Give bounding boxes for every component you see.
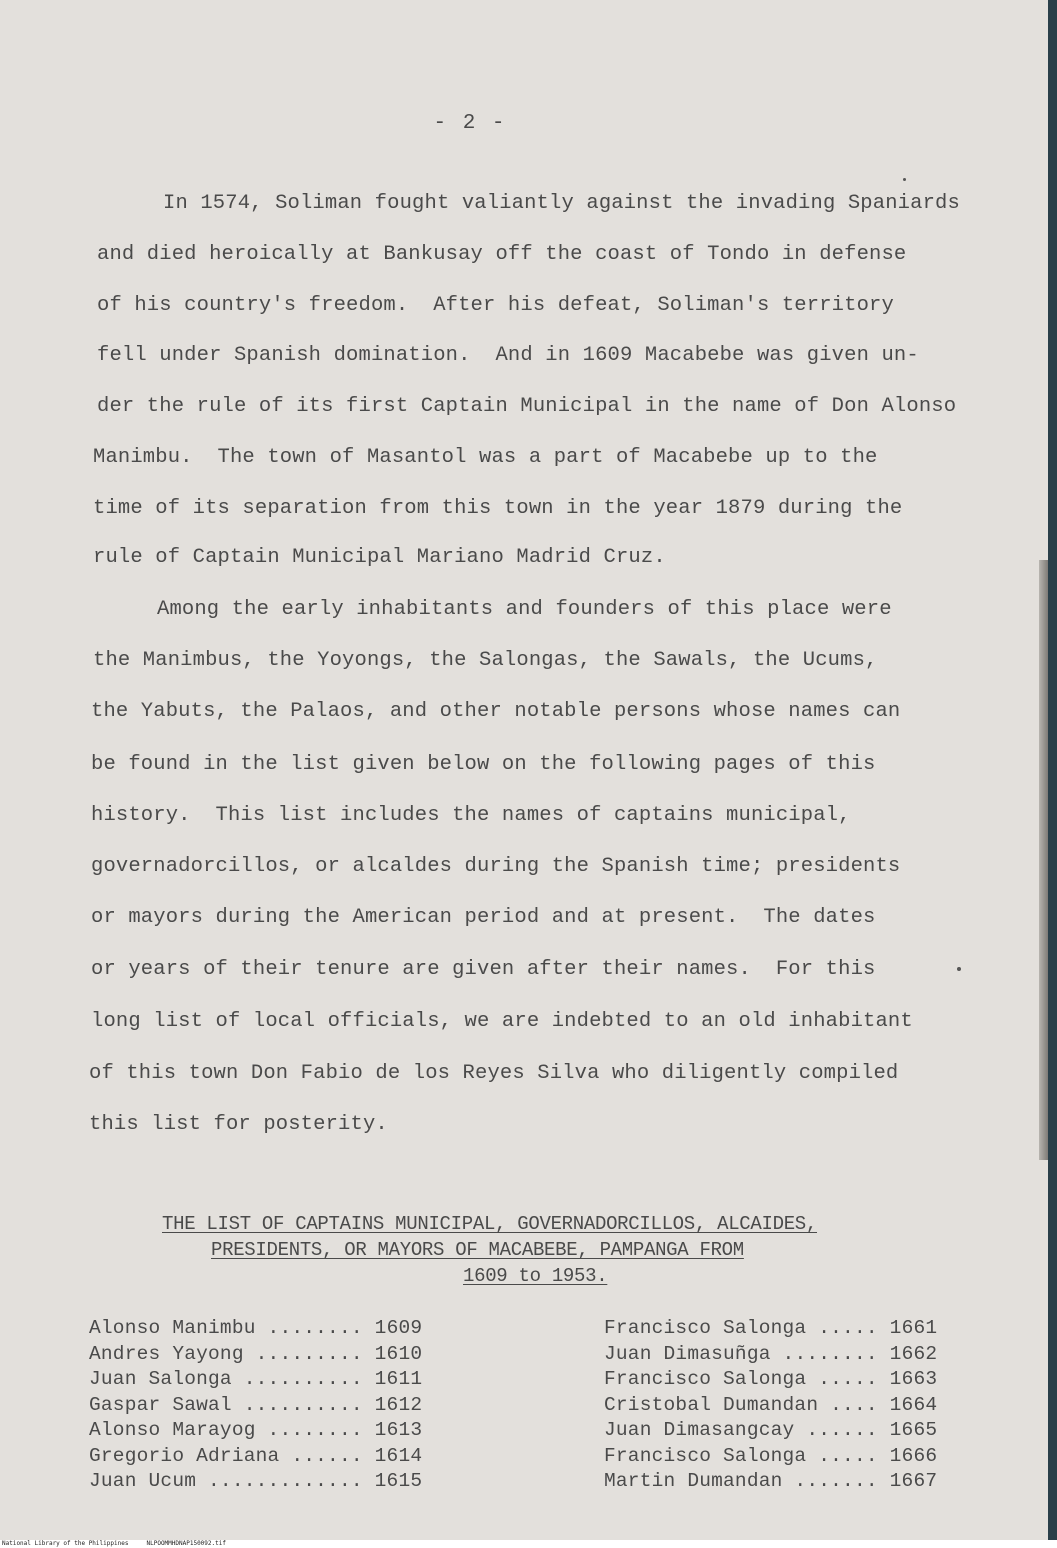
dot-leader: .....	[806, 1368, 890, 1390]
scan-caption: National Library of the Philippines NLPOOMMHDNAP150092.tif	[2, 1540, 226, 1547]
paragraph-line: of his country's freedom. After his defeat, Soliman's territory	[97, 294, 894, 317]
paragraph-line: this list for posterity.	[89, 1113, 388, 1136]
dot-leader: ....	[818, 1393, 890, 1416]
official-name: Francisco Salonga	[604, 1317, 807, 1339]
dot-leader: .........	[243, 1342, 375, 1365]
official-name: Andres Yayong	[89, 1342, 244, 1365]
paragraph-line: of this town Don Fabio de los Reyes Silva who diligently compiled	[89, 1062, 899, 1085]
official-name: Francisco Salonga	[604, 1444, 807, 1467]
tenure-year: 1609	[374, 1317, 423, 1339]
paper-speck	[903, 178, 906, 181]
dot-leader: .......	[782, 1470, 890, 1492]
list-title-line: PRESIDENTS, OR MAYORS OF MACABEBE, PAMPANGA FROM	[211, 1239, 744, 1261]
paragraph-line: governadorcillos, or alcaldes during the Spanish time; presidents	[91, 855, 901, 878]
dot-leader: ........	[255, 1317, 375, 1339]
tenure-year: 1614	[374, 1444, 423, 1467]
official-entry	[604, 1393, 937, 1419]
tenure-year: 1661	[889, 1317, 938, 1339]
list-title-line: THE LIST OF CAPTAINS MUNICIPAL, GOVERNADORCILLOS, ALCAIDES,	[162, 1213, 818, 1235]
tenure-year: 1667	[889, 1470, 938, 1492]
paragraph-line: be found in the list given below on the following pages of this	[91, 753, 876, 776]
paragraph-line: rule of Captain Municipal Mariano Madrid Cruz.	[93, 546, 666, 569]
dot-leader: ......	[794, 1419, 890, 1441]
dot-leader: ......	[279, 1444, 375, 1467]
official-name: Gregorio Adriana	[89, 1444, 280, 1467]
page-number: - 2 -	[433, 112, 507, 135]
official-name: Juan Dimasuñga	[604, 1342, 771, 1365]
paragraph-line: the Manimbus, the Yoyongs, the Salongas, the Sawals, the Ucums,	[93, 649, 878, 672]
official-entry	[604, 1367, 937, 1393]
official-name: Juan Dimasangcay	[604, 1419, 795, 1441]
paragraph-line: Manimbu. The town of Masantol was a part of Macabebe up to the	[93, 446, 878, 469]
tenure-year: 1615	[374, 1470, 423, 1492]
dot-leader: .............	[196, 1470, 375, 1492]
paragraph-line: or mayors during the American period and at present. The dates	[91, 906, 876, 929]
tenure-year: 1613	[374, 1419, 423, 1441]
official-entry	[89, 1418, 422, 1444]
official-entry	[89, 1342, 422, 1368]
tenure-year: 1664	[889, 1393, 938, 1416]
dot-leader: ..........	[231, 1368, 375, 1390]
tenure-year: 1663	[889, 1368, 938, 1390]
dot-leader: .....	[806, 1317, 890, 1339]
tenure-year: 1610	[374, 1342, 423, 1365]
official-entry	[89, 1367, 422, 1393]
tenure-year: 1665	[889, 1419, 938, 1441]
dot-leader: ..........	[231, 1393, 375, 1416]
list-title-line: 1609 to 1953.	[463, 1265, 608, 1287]
official-name: Cristobal Dumandan	[604, 1393, 819, 1416]
paragraph-line: der the rule of its first Captain Municipal in the name of Don Alonso	[97, 395, 957, 418]
dot-leader: ........	[255, 1419, 375, 1441]
official-name: Gaspar Sawal	[89, 1393, 232, 1416]
paragraph-line: In 1574, Soliman fought valiantly against the invading Spaniards	[163, 192, 960, 215]
paragraph-line: history. This list includes the names of captains municipal,	[91, 804, 851, 827]
dot-leader: ........	[770, 1342, 890, 1365]
official-name: Francisco Salonga	[604, 1368, 807, 1390]
official-entry	[604, 1444, 937, 1470]
official-entry	[604, 1469, 937, 1495]
official-entry	[604, 1316, 937, 1342]
paragraph-line: and died heroically at Bankusay off the coast of Tondo in defense	[97, 243, 907, 266]
official-name: Alonso Marayog	[89, 1419, 256, 1441]
paper-speck	[957, 967, 961, 971]
paragraph-line: the Yabuts, the Palaos, and other notable persons whose names can	[91, 700, 901, 723]
official-name: Martin Dumandan	[604, 1470, 783, 1492]
paragraph-line: long list of local officials, we are indebted to an old inhabitant	[91, 1010, 913, 1033]
scan-footer	[0, 1540, 1057, 1548]
paragraph-line: fell under Spanish domination. And in 1609 Macabebe was given un-	[97, 344, 919, 367]
tenure-year: 1611	[374, 1368, 423, 1390]
official-entry	[89, 1469, 422, 1495]
dot-leader: .....	[806, 1444, 890, 1467]
official-name: Alonso Manimbu	[89, 1317, 256, 1339]
paragraph-line: time of its separation from this town in the year 1879 during the	[93, 497, 903, 520]
official-entry	[89, 1444, 422, 1470]
official-entry	[89, 1316, 422, 1342]
official-entry	[604, 1342, 937, 1368]
official-entry	[89, 1393, 422, 1419]
paragraph-line: Among the early inhabitants and founders of this place were	[157, 598, 892, 621]
official-name: Juan Ucum	[89, 1470, 197, 1492]
tenure-year: 1662	[889, 1342, 938, 1365]
official-name: Juan Salonga	[89, 1368, 232, 1390]
paragraph-line: or years of their tenure are given after their names. For this	[91, 958, 876, 981]
page-edge-shadow	[1039, 560, 1048, 1160]
tenure-year: 1612	[374, 1393, 423, 1416]
official-entry	[604, 1418, 937, 1444]
tenure-year: 1666	[889, 1444, 938, 1467]
